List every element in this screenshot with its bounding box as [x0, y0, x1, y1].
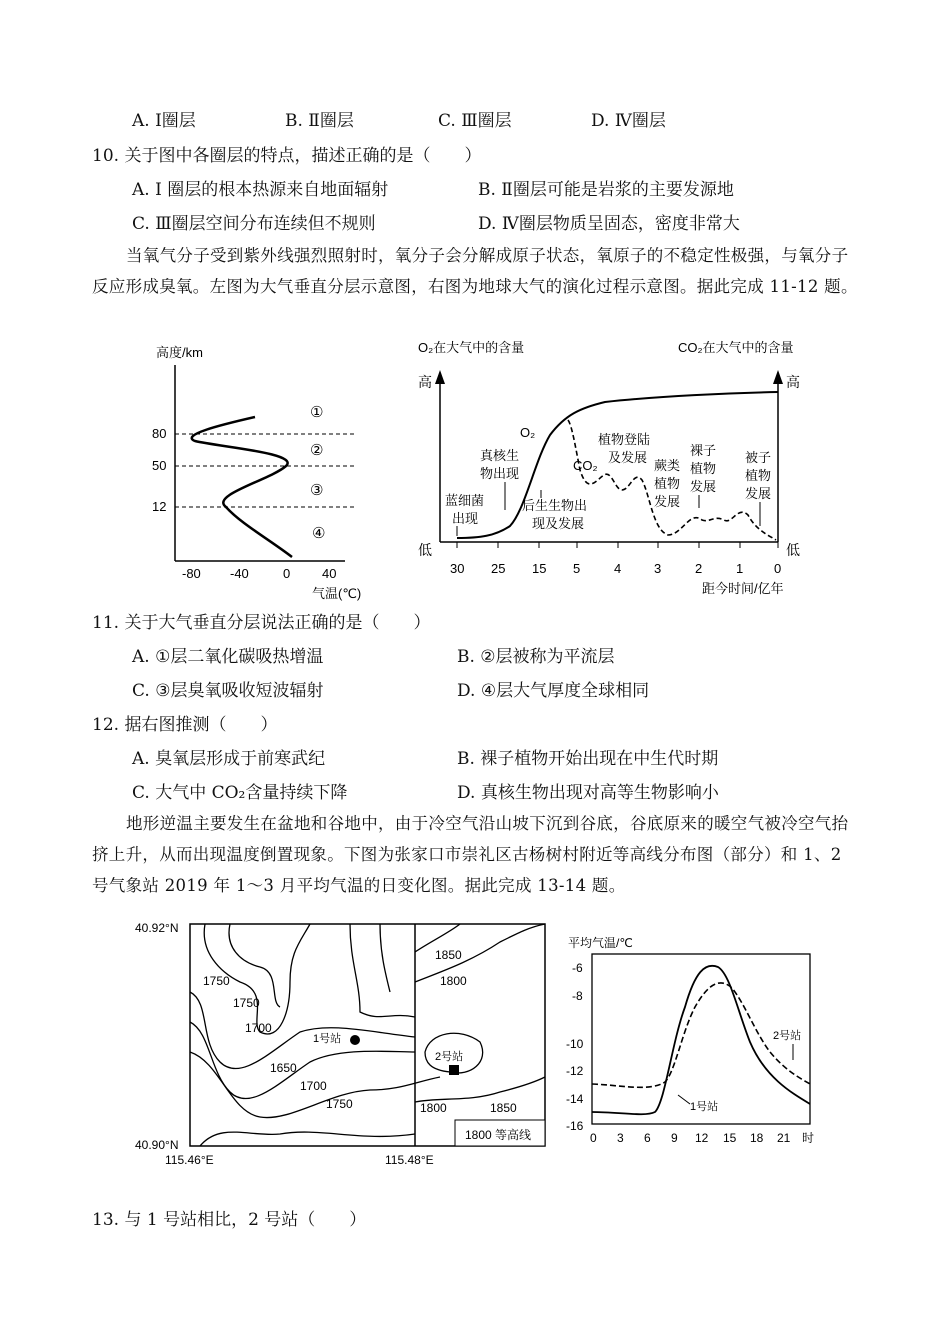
temp-ytick: -16 [566, 1119, 584, 1133]
time-tick-label: 0 [774, 561, 782, 576]
q10-stem: 10. 关于图中各圈层的特点，描述正确的是（ ） [92, 146, 482, 166]
time-tick-label: 30 [450, 561, 465, 576]
time-tick-label: 5 [573, 561, 581, 576]
atmosphere-layers-figure [140, 335, 380, 605]
annot-angiosperm: 被子 [745, 450, 772, 465]
temp-xtick: 12 [695, 1131, 709, 1145]
high-label: 高 [418, 374, 432, 390]
time-tick-label: 2 [695, 561, 703, 576]
contour-label: 1850 [490, 1101, 517, 1115]
annot-cyanobacteria: 出现 [452, 511, 479, 526]
annot-angiosperm: 发展 [745, 486, 772, 501]
q12-stem: 12. 据右图推测（ ） [92, 715, 278, 735]
q13-stem: 13. 与 1 号站相比，2 号站（ ） [92, 1210, 367, 1230]
intro-11-12: 当氧气分子受到紫外线强烈照射时，氧分子会分解成原子状态，氧原子的不稳定性极强，与氧分子反应形成臭氧。左图为大气垂直分层示意图，右图为地球大气的演化过程示意图。据此完成 11-12 题。 [92, 246, 858, 296]
annot-cyanobacteria: 蓝细菌 [445, 493, 485, 508]
daily-temperature-figure [560, 932, 825, 1147]
q12-option-a: A. 臭氧层形成于前寒武纪 [132, 749, 326, 769]
annot-metazoa: 现及发展 [532, 516, 585, 531]
temp-ytick: -6 [572, 961, 583, 975]
lat-top-label: 40.92°N [135, 921, 179, 935]
time-tick-label: 15 [532, 561, 547, 576]
station1-arrow [678, 1095, 690, 1104]
atmos-xlabel: 气温(℃) [312, 586, 362, 601]
annot-fern: 发展 [654, 494, 681, 509]
temp-xtick: 0 [590, 1131, 597, 1145]
left-axis-arrow [435, 370, 445, 384]
q9-option-c: C. Ⅲ圈层 [438, 111, 512, 131]
atmos-xtick: 0 [283, 566, 291, 581]
annot-fern: 蕨类 [654, 458, 681, 473]
contour-map-figure [130, 912, 555, 1172]
atmos-xtick: -80 [182, 566, 201, 581]
time-tick-label: 4 [614, 561, 622, 576]
time-tick-label: 25 [491, 561, 506, 576]
q11-option-c: C. ③层臭氧吸收短波辐射 [132, 681, 324, 701]
annot-gymnosperm: 发展 [690, 479, 717, 494]
q12-option-d: D. 真核生物出现对高等生物影响小 [457, 783, 719, 803]
annot-fern: 植物 [654, 476, 681, 491]
annot-gymnosperm: 植物 [690, 461, 717, 476]
time-tick-label: 1 [736, 561, 744, 576]
temp-ytick: -14 [566, 1092, 584, 1106]
station2-curve-label: 2号站 [773, 1030, 802, 1042]
q12-option-b: B. 裸子植物开始出现在中生代时期 [457, 749, 719, 769]
high-label: 高 [786, 374, 800, 390]
intro-13-14: 地形逆温主要发生在盆地和谷地中，由于冷空气沿山坡下沉到谷底，谷底原来的暖空气被冷空气抬挤上升，从而出现温度倒置现象。下图为张家口市崇礼区古杨树村附近等高线分布图（部分）和 1、2 号气象站 2019 年 1～3 月平均气温的日变化图。据此完成 13-14 题。 [92, 814, 849, 895]
annot-eukaryote: 真核生 [480, 448, 520, 463]
contour-label: 1750 [233, 996, 260, 1010]
atmosphere-evolution-figure [410, 330, 830, 605]
q10-option-c: C. Ⅲ圈层空间分布连续但不规则 [132, 214, 376, 234]
q9-option-b: B. Ⅱ圈层 [285, 111, 354, 131]
annot-gymnosperm: 裸子 [690, 443, 717, 458]
time-tick-label: 3 [654, 561, 662, 576]
q10-option-a: A. I 圈层的根本热源来自地面辐射 [132, 180, 389, 200]
station1-curve-label: 1号站 [690, 1101, 719, 1113]
temp-ytick: -8 [572, 989, 583, 1003]
q11-stem: 11. 关于大气垂直分层说法正确的是（ ） [92, 613, 431, 633]
temp-ylabel: 平均气温/℃ [568, 936, 633, 950]
q11-option-b: B. ②层被称为平流层 [457, 647, 615, 667]
contour-label: 1750 [203, 974, 230, 988]
temp-ytick: -10 [566, 1037, 584, 1051]
map-legend: 1800 等高线 [465, 1128, 532, 1142]
annot-landplant: 植物登陆 [598, 432, 651, 447]
contour-label: 1700 [245, 1021, 272, 1035]
layer-label: ③ [310, 482, 324, 499]
atmos-ytick: 12 [152, 499, 167, 514]
annot-landplant: 及发展 [608, 450, 648, 465]
low-label: 低 [786, 542, 800, 558]
q10-option-b: B. Ⅱ圈层可能是岩浆的主要发源地 [478, 180, 734, 200]
temp-xlabel: 时 [802, 1131, 815, 1145]
station2-marker [449, 1065, 459, 1075]
q9-option-d: D. Ⅳ圈层 [591, 111, 666, 131]
station2-map-label: 2号站 [435, 1051, 464, 1063]
annot-angiosperm: 植物 [745, 468, 772, 483]
o2-curve-label: O₂ [520, 425, 536, 440]
temp-xtick: 15 [723, 1131, 737, 1145]
q9-option-a: A. Ⅰ圈层 [132, 111, 196, 131]
contour-label: 1850 [435, 948, 462, 962]
atmos-ylabel: 高度/km [156, 345, 203, 360]
layer-label: ① [310, 404, 324, 421]
time-ticks [457, 542, 778, 548]
lat-bottom-label: 40.90°N [135, 1138, 179, 1152]
atmos-ytick: 80 [152, 426, 167, 441]
annot-metazoa: 后生生物出 [522, 498, 588, 513]
o2-axis-title: O₂在大气中的含量 [418, 340, 525, 355]
temp-ytick: -12 [566, 1064, 584, 1078]
o2-curve [457, 392, 778, 538]
contour-label: 1700 [300, 1079, 327, 1093]
q11-option-a: A. ①层二氧化碳吸热增温 [132, 647, 324, 667]
station1-marker [350, 1035, 360, 1045]
contour-label: 1750 [326, 1097, 353, 1111]
q12-option-c: C. 大气中 CO₂含量持续下降 [132, 783, 348, 803]
low-label: 低 [418, 542, 432, 558]
temperature-curve [192, 417, 292, 557]
temp-xtick: 6 [644, 1131, 651, 1145]
layer-label: ② [310, 442, 324, 459]
temp-xtick: 3 [617, 1131, 624, 1145]
atmos-xtick: -40 [230, 566, 249, 581]
atmos-xtick: 40 [322, 566, 337, 581]
contour-label: 1650 [270, 1061, 297, 1075]
co2-curve-label: CO₂ [573, 458, 598, 473]
q10-option-d: D. Ⅳ圈层物质呈固态，密度非常大 [478, 214, 740, 234]
atmos-ytick: 50 [152, 458, 167, 473]
temp-xtick: 9 [671, 1131, 678, 1145]
temp-xtick: 21 [777, 1131, 791, 1145]
contour-label: 1800 [420, 1101, 447, 1115]
lon-right-label: 115.48°E [385, 1153, 434, 1167]
lon-left-label: 115.46°E [165, 1153, 214, 1167]
layer-label: ④ [312, 525, 326, 542]
co2-axis-title: CO₂在大气中的含量 [678, 340, 794, 355]
annot-eukaryote: 物出现 [480, 466, 520, 481]
contour-label: 1800 [440, 974, 467, 988]
temp-xtick: 18 [750, 1131, 764, 1145]
q11-option-d: D. ④层大气厚度全球相同 [457, 681, 650, 701]
station1-map-label: 1号站 [313, 1033, 342, 1045]
right-axis-arrow [773, 370, 783, 384]
time-axis-label: 距今时间/亿年 [702, 581, 784, 596]
